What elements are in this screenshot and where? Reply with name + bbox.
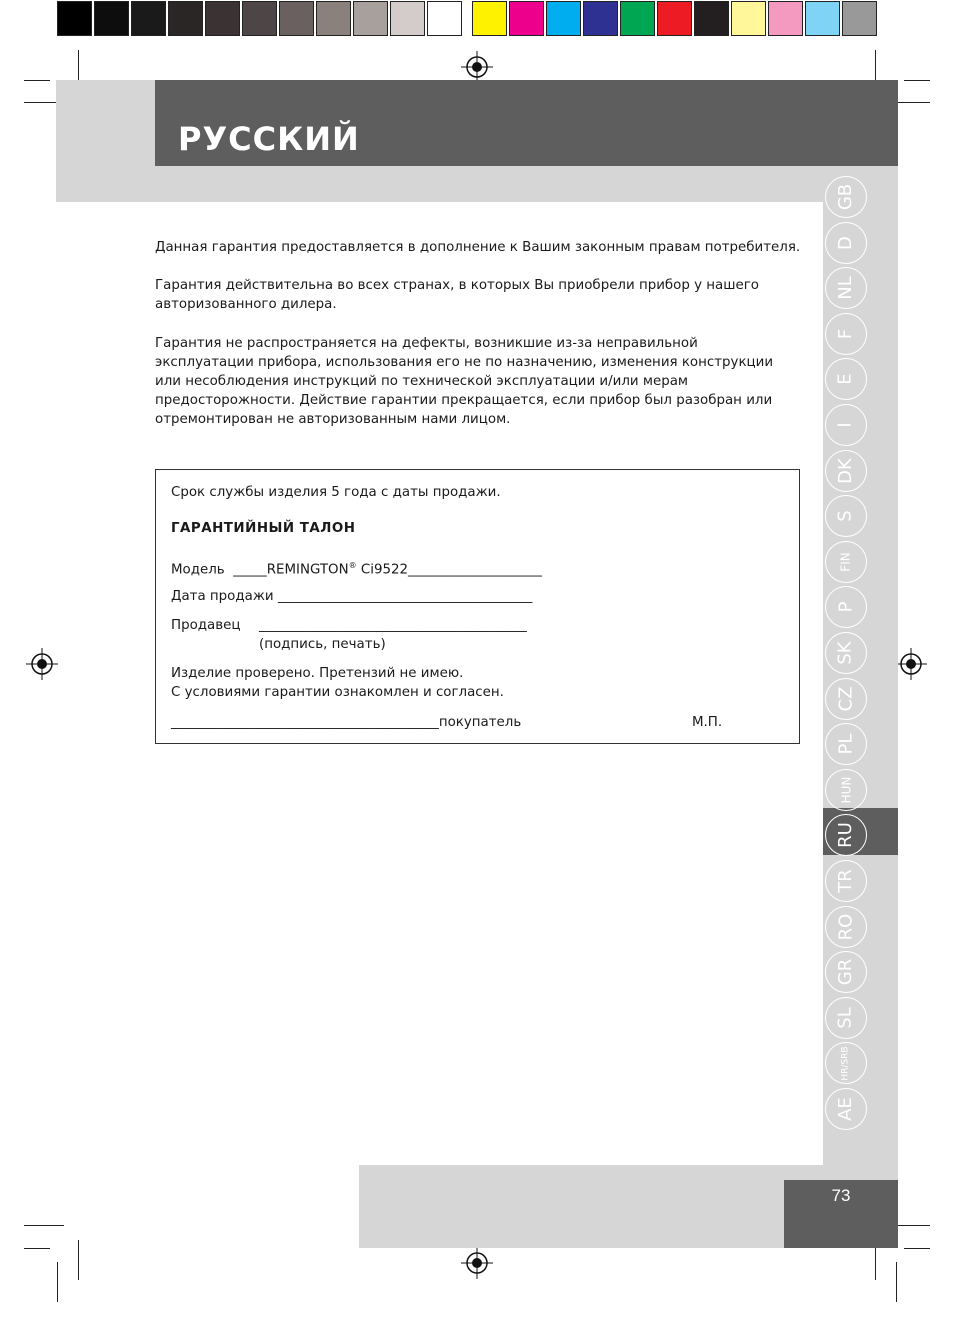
seller-note: (подпись, печать): [259, 637, 386, 652]
seller-label: Продавец: [171, 618, 241, 633]
language-code: HUN: [838, 776, 853, 804]
crop-mark: [904, 80, 930, 81]
language-code: PL: [834, 733, 856, 755]
language-tab-s[interactable]: [825, 495, 867, 537]
language-tab-gb[interactable]: [825, 176, 867, 218]
language-tab-ae[interactable]: [825, 1088, 867, 1130]
registration-mark-icon: [461, 1247, 493, 1279]
language-tab-e[interactable]: [825, 358, 867, 400]
language-code: E: [835, 373, 856, 385]
crop-mark: [896, 1262, 897, 1302]
language-tab-cz[interactable]: [825, 678, 867, 720]
crop-mark: [24, 1248, 50, 1249]
language-code: TR: [834, 869, 856, 893]
language-code: RO: [835, 913, 856, 941]
crop-mark: [904, 1248, 930, 1249]
language-tab-nl[interactable]: [825, 267, 867, 309]
language-code: F: [834, 328, 856, 340]
model-row: [171, 556, 542, 579]
registration-mark-icon: [26, 648, 58, 680]
language-code: HR/SRB: [840, 1045, 851, 1081]
color-swatch: [694, 1, 729, 36]
language-code: DK: [834, 458, 856, 484]
color-swatch: [390, 1, 425, 36]
language-code: GB: [834, 183, 856, 211]
language-tab-fin[interactable]: [825, 541, 867, 583]
language-code: P: [834, 601, 856, 613]
color-swatch: [546, 1, 581, 36]
model-value-prefix: _____REMINGTON: [233, 562, 349, 578]
checked-text-2: С условиями гарантии ознакомлен и согласен.: [171, 685, 504, 700]
crop-mark: [24, 80, 50, 81]
model-label: Модель: [171, 562, 225, 578]
color-swatch: [657, 1, 692, 36]
language-code: SK: [834, 641, 856, 665]
color-swatch: [731, 1, 766, 36]
color-swatch: [768, 1, 803, 36]
page-number: 73: [831, 1186, 851, 1205]
language-tab-pl[interactable]: [825, 723, 867, 765]
crop-mark: [78, 1240, 79, 1280]
service-life-text: Срок службы изделия 5 года с даты продажи.: [171, 485, 501, 500]
color-swatch: [57, 1, 92, 36]
registration-mark-icon: [461, 51, 493, 83]
color-swatch: [620, 1, 655, 36]
language-tab-hun[interactable]: [825, 769, 867, 811]
crop-mark: [24, 1225, 64, 1226]
language-tab-ro[interactable]: [825, 906, 867, 948]
model-value-suffix: Ci9522____________________: [356, 562, 542, 578]
language-tab-tr[interactable]: [825, 860, 867, 902]
color-swatch: [316, 1, 351, 36]
language-tab-gr[interactable]: [825, 951, 867, 993]
language-tab-dk[interactable]: [825, 450, 867, 492]
color-swatch: [168, 1, 203, 36]
language-code: AE: [835, 1097, 856, 1121]
paragraph-2: Гарантия действительна во всех странах, в которых Вы приобрели прибор у нашего авторизованного дилера.: [155, 278, 759, 312]
color-swatch: [131, 1, 166, 36]
color-swatch: [242, 1, 277, 36]
color-swatch: [509, 1, 544, 36]
language-tab-p[interactable]: [825, 586, 867, 628]
language-tab-d[interactable]: [825, 222, 867, 264]
registered-mark: ®: [348, 561, 357, 570]
language-tab-f[interactable]: [825, 313, 867, 355]
language-tab-ru[interactable]: [825, 814, 867, 856]
seller-field: ________________________________________: [259, 618, 527, 633]
language-code: NL: [835, 276, 856, 300]
language-code: S: [835, 510, 856, 522]
color-swatch: [94, 1, 129, 36]
sale-date-field: Дата продажи ______________________________________: [171, 589, 533, 604]
warranty-card: [155, 469, 800, 744]
paragraph-1: Данная гарантия предоставляется в дополнение к Вашим законным правам потребителя.: [155, 240, 801, 255]
language-code: GR: [835, 958, 856, 986]
color-swatch: [805, 1, 840, 36]
color-swatch: [842, 1, 877, 36]
language-tab-sl[interactable]: [825, 997, 867, 1039]
language-code: SL: [835, 1007, 856, 1029]
crop-mark: [57, 1262, 58, 1302]
checked-text-1: Изделие проверено. Претензий не имею.: [171, 666, 464, 681]
language-code: I: [835, 422, 856, 428]
color-swatch: [583, 1, 618, 36]
stamp-label: М.П.: [692, 715, 723, 730]
page-title: РУССКИЙ: [178, 120, 360, 158]
language-tab-hr-srb[interactable]: [825, 1042, 867, 1084]
language-tab-i[interactable]: [825, 404, 867, 446]
paragraph-3: Гарантия не распространяется на дефекты, возникшие из-за неправильной эксплуатации прибора, использования его не по назначению, изменения конструкции или несоблюдения инструкций по технической эксплуатации и/или мерам предосторожности. Действие гарантии прекращается, если прибор был разобран или отремонтирован не авторизованным нами лицом.: [155, 336, 774, 427]
color-swatch: [353, 1, 388, 36]
color-swatch: [205, 1, 240, 36]
language-tab-sk[interactable]: [825, 632, 867, 674]
language-code: D: [835, 236, 856, 250]
language-code: RU: [835, 822, 856, 848]
warranty-heading: ГАРАНТИЙНЫЙ ТАЛОН: [171, 521, 356, 536]
color-swatch: [279, 1, 314, 36]
buyer-signature-field: ________________________________________покупатель: [171, 715, 522, 730]
language-code: CZ: [835, 686, 856, 712]
color-calibration-bar: [57, 1, 879, 38]
color-swatch: [427, 1, 462, 36]
color-swatch: [472, 1, 507, 36]
registration-mark-icon: [895, 648, 927, 680]
language-code: FIN: [838, 552, 853, 572]
